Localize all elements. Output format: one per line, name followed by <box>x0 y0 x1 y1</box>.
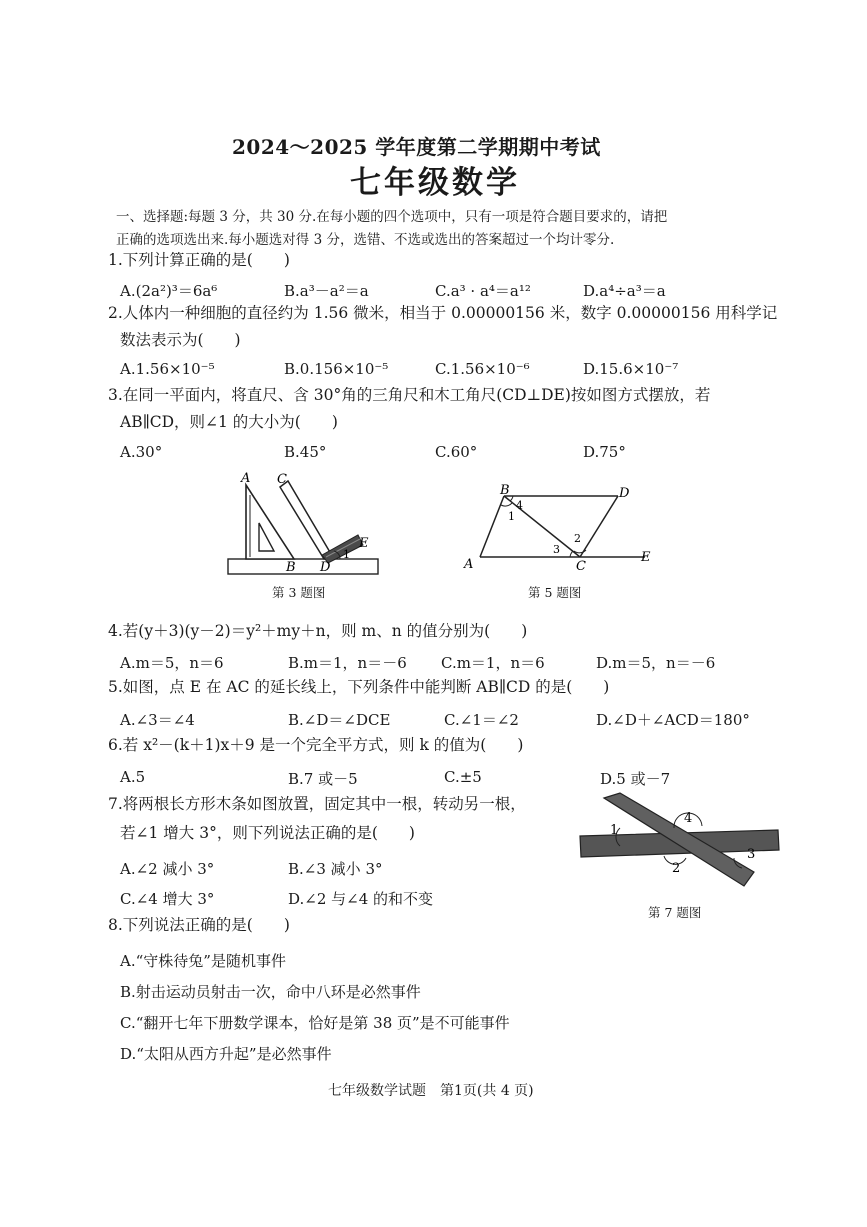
label-angle-1: 1 <box>508 510 515 523</box>
q7-option-c: C.∠4 增大 3° <box>120 890 215 908</box>
q2-option-a: A.1.56×10⁻⁵ <box>120 360 215 378</box>
q5-option-c: C.∠1＝∠2 <box>444 711 519 729</box>
q1-option-b: B.a³－a²＝a <box>284 282 369 300</box>
q7-stem-line2: 若∠1 增大 3°，则下列说法正确的是( ) <box>120 824 415 842</box>
q6-option-d: D.5 或－7 <box>600 770 671 788</box>
label-b: B <box>286 560 296 575</box>
q6-stem: 6.若 x²－(k＋1)x＋9 是一个完全平方式，则 k 的值为( ) <box>108 736 524 754</box>
q5-stem: 5.如图，点 E 在 AC 的延长线上，下列条件中能判断 AB∥CD 的是( ) <box>108 678 610 696</box>
label-a: A <box>241 471 251 486</box>
q4-option-d: D.m＝5，n＝－6 <box>596 654 716 672</box>
angle-3-arc <box>570 551 573 557</box>
q2-stem-line1: 2.人体内一种细胞的直径约为 1.56 微米，相当于 0.00000156 米，数字 0.00000156 用科学记 <box>108 304 778 322</box>
q8-stem: 8.下列说法正确的是( ) <box>108 916 290 934</box>
q6-option-b: B.7 或－5 <box>288 770 358 788</box>
figure-q3-caption: 第 3 题图 <box>272 585 326 600</box>
q3-stem-line1: 3.在同一平面内，将直尺、含 30°角的三角尺和木工角尺(CD⊥DE)按如图方式摆放，若 <box>108 386 711 404</box>
section-instructions-line1: 一、选择题:每题 3 分，共 30 分.在每小题的四个选项中，只有一项是符合题目要求的，请把 <box>116 209 668 225</box>
q3-option-d: D.75° <box>583 443 626 461</box>
q2-option-b: B.0.156×10⁻⁵ <box>284 360 389 378</box>
label-angle-1: 1 <box>343 548 350 561</box>
section-instructions-line2: 正确的选项选出来.每小题选对得 3 分，选错、不选或选出的答案超过一个均计零分. <box>116 232 615 248</box>
figure-q5-caption: 第 5 题图 <box>528 585 582 600</box>
label-angle-2: 2 <box>574 532 581 545</box>
label-d: D <box>320 560 331 575</box>
q1-option-d: D.a⁴÷a³＝a <box>583 282 666 300</box>
q8-option-c: C.“翻开七年下册数学课本，恰好是第 38 页”是不可能事件 <box>120 1014 510 1032</box>
q6-option-a: A.5 <box>120 768 146 786</box>
q2-option-d: D.15.6×10⁻⁷ <box>583 360 679 378</box>
figure-q3 <box>222 465 387 581</box>
line-ab <box>480 496 504 557</box>
label-c: C <box>277 472 287 487</box>
q3-option-c: C.60° <box>435 443 478 461</box>
q4-option-a: A.m＝5，n＝6 <box>120 654 224 672</box>
q5-option-d: D.∠D＋∠ACD＝180° <box>596 711 750 729</box>
q6-option-c: C.±5 <box>444 768 482 786</box>
line-cd <box>580 496 618 557</box>
angle-1-arc <box>501 503 512 506</box>
q7-option-b: B.∠3 减小 3° <box>288 860 383 878</box>
label-angle-3: 3 <box>747 847 756 862</box>
q8-option-a: A.“守株待兔”是随机事件 <box>120 952 286 970</box>
label-angle-2: 2 <box>672 861 681 876</box>
q8-option-d: D.“太阳从西方升起”是必然事件 <box>120 1045 332 1063</box>
label-d: D <box>619 486 630 501</box>
q2-option-c: C.1.56×10⁻⁶ <box>435 360 530 378</box>
q8-option-b: B.射击运动员射击一次，命中八环是必然事件 <box>120 983 421 1001</box>
square-long-arm-shape <box>280 481 334 559</box>
figure-q7-caption: 第 7 题图 <box>648 905 702 920</box>
label-e: E <box>359 536 369 551</box>
q1-stem: 1.下列计算正确的是( ) <box>108 251 290 269</box>
q2-stem-line2: 数法表示为( ) <box>120 331 241 349</box>
ruler-shape <box>228 559 378 574</box>
label-angle-4: 4 <box>684 811 693 826</box>
q3-option-a: A.30° <box>120 443 163 461</box>
label-angle-3: 3 <box>553 543 560 556</box>
figure-q5 <box>458 483 658 573</box>
page-title: 七年级数学 <box>350 165 520 201</box>
q1-option-c: C.a³ · a⁴＝a¹² <box>435 282 531 300</box>
label-angle-4: 4 <box>516 499 523 512</box>
q7-stem-line1: 7.将两根长方形木条如图放置，固定其中一根，转动另一根， <box>108 795 526 813</box>
label-a: A <box>464 557 474 572</box>
label-c: C <box>576 559 586 573</box>
q5-option-b: B.∠D＝∠DCE <box>288 711 391 729</box>
q5-option-a: A.∠3＝∠4 <box>120 711 195 729</box>
page-footer: 七年级数学试题 第1页(共 4 页) <box>328 1083 534 1099</box>
figure-q7 <box>576 790 786 890</box>
exam-title: 2024～2025 学年度第二学期期中考试 <box>232 135 601 159</box>
q7-option-d: D.∠2 与∠4 的和不变 <box>288 890 434 908</box>
q7-option-a: A.∠2 减小 3° <box>120 860 215 878</box>
q4-option-c: C.m＝1，n＝6 <box>441 654 545 672</box>
q1-option-a: A.(2a²)³＝6a⁶ <box>120 282 218 300</box>
label-b: B <box>500 483 510 498</box>
q3-option-b: B.45° <box>284 443 327 461</box>
label-e: E <box>641 550 651 565</box>
q3-stem-line2: AB∥CD，则∠1 的大小为( ) <box>120 413 338 431</box>
label-angle-1: 1 <box>610 823 619 838</box>
q4-option-b: B.m＝1，n＝－6 <box>288 654 407 672</box>
q4-stem: 4.若(y＋3)(y－2)＝y²＋my＋n，则 m、n 的值分别为( ) <box>108 622 528 640</box>
